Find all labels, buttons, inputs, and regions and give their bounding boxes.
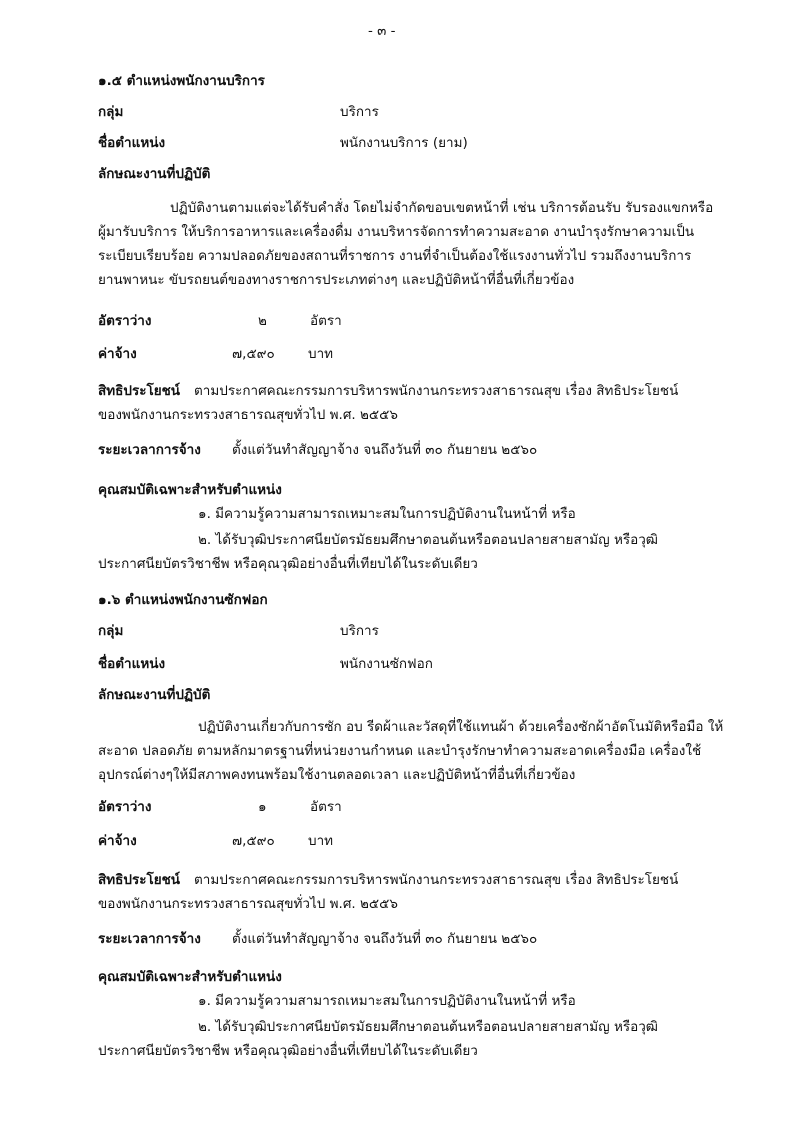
benefits-text: ตามประกาศคณะกรรมการบริหารพนักงานกระทรวงสาธารณสุข เรื่อง สิทธิประโยชน์ bbox=[194, 383, 679, 399]
position-label: ชื่อตำแหน่ง bbox=[98, 656, 166, 672]
period-label: ระยะเวลาการจ้าง bbox=[98, 931, 201, 947]
section-heading: ๑.๖ ตำแหน่งพนักงานซักฟอก bbox=[98, 592, 268, 608]
group-label: กลุ่ม bbox=[98, 623, 124, 639]
period-value: ตั้งแต่วันทำสัญญาจ้าง จนถึงวันที่ ๓๐ กันยายน ๒๕๖๐ bbox=[232, 931, 538, 947]
qualification-item-cont: ประกาศนียบัตรวิชาชีพ หรือคุณวุฒิอย่างอื่นที่เทียบได้ในระดับเดียว bbox=[98, 1043, 478, 1059]
position-value: พนักงานซักฟอก bbox=[340, 656, 433, 672]
qualification-item: ๒. ได้รับวุฒิประกาศนียบัตรมัธยมศึกษาตอนต้นหรือตอนปลายสายสามัญ หรือวุฒิ bbox=[198, 1019, 658, 1035]
qualification-item: ๒. ได้รับวุฒิประกาศนียบัตรมัธยมศึกษาตอนต้นหรือตอนปลายสายสามัญ หรือวุฒิ bbox=[198, 532, 658, 548]
qualifications-label: คุณสมบัติเฉพาะสำหรับตำแหน่ง bbox=[98, 482, 282, 498]
qualification-item: ๑. มีความรู้ความสามารถเหมาะสมในการปฏิบัติงานในหน้าที่ หรือ bbox=[198, 993, 576, 1009]
vacancy-unit: อัตรา bbox=[310, 313, 342, 329]
group-value: บริการ bbox=[340, 104, 379, 120]
period-label: ระยะเวลาการจ้าง bbox=[98, 442, 201, 458]
vacancy-unit: อัตรา bbox=[310, 799, 342, 815]
qualification-item-cont: ประกาศนียบัตรวิชาชีพ หรือคุณวุฒิอย่างอื่นที่เทียบได้ในระดับเดียว bbox=[98, 556, 478, 572]
period-value: ตั้งแต่วันทำสัญญาจ้าง จนถึงวันที่ ๓๐ กันยายน ๒๕๖๐ bbox=[232, 442, 538, 458]
benefits-text: ของพนักงานกระทรวงสาธารณสุขทั่วไป พ.ศ. ๒๕๕๖ bbox=[98, 896, 398, 912]
wage-value: ๗,๕๙๐ bbox=[232, 346, 275, 362]
section-heading: ๑.๕ ตำแหน่งพนักงานบริการ bbox=[98, 73, 265, 89]
position-label: ชื่อตำแหน่ง bbox=[98, 135, 166, 151]
duties-line: ปฏิบัติงานเกี่ยวกับการซัก อบ รีดผ้าและวัสดุที่ใช้แทนผ้า ด้วยเครื่องซักผ้าอัตโนมัติหรือมือ ให้ bbox=[198, 719, 724, 735]
duties-line: ระเบียบเรียบร้อย ความปลอดภัยของสถานที่ราชการ งานที่จำเป็นต้องใช้แรงงานทั่วไป รวมถึงงานบริการ bbox=[98, 248, 692, 264]
wage-value: ๗,๕๙๐ bbox=[232, 833, 275, 849]
group-label: กลุ่ม bbox=[98, 104, 124, 120]
qualification-item: ๑. มีความรู้ความสามารถเหมาะสมในการปฏิบัติงานในหน้าที่ หรือ bbox=[198, 506, 576, 522]
vacancy-label: อัตราว่าง bbox=[98, 799, 152, 815]
wage-unit: บาท bbox=[308, 346, 334, 362]
duties-line: อุปกรณ์ต่างๆให้มีสภาพคงทนพร้อมใช้งานตลอดเวลา และปฏิบัติหน้าที่อื่นที่เกี่ยวข้อง bbox=[98, 767, 576, 783]
duties-line: สะอาด ปลอดภัย ตามหลักมาตรฐานที่หน่วยงานกำหนด และบำรุงรักษาทำความสะอาดเครื่องมือ เครื่องใช้ bbox=[98, 743, 702, 759]
qualifications-label: คุณสมบัติเฉพาะสำหรับตำแหน่ง bbox=[98, 969, 282, 985]
group-value: บริการ bbox=[340, 623, 379, 639]
page-number: - ๓ - bbox=[368, 23, 396, 39]
benefits-text: ของพนักงานกระทรวงสาธารณสุขทั่วไป พ.ศ. ๒๕๕๖ bbox=[98, 407, 398, 423]
wage-label: ค่าจ้าง bbox=[98, 833, 137, 849]
vacancy-value: ๒ bbox=[258, 313, 267, 329]
benefits-label: สิทธิประโยชน์ bbox=[98, 383, 181, 399]
vacancy-label: อัตราว่าง bbox=[98, 313, 152, 329]
duties-line: ผู้มารับบริการ ให้บริการอาหารและเครื่องดื่ม งานบริหารจัดการทำความสะอาด งานบำรุงรักษาความเป็น bbox=[98, 224, 695, 240]
benefits-text: ตามประกาศคณะกรรมการบริหารพนักงานกระทรวงสาธารณสุข เรื่อง สิทธิประโยชน์ bbox=[194, 872, 679, 888]
wage-label: ค่าจ้าง bbox=[98, 346, 137, 362]
duties-line: ปฏิบัติงานตามแต่จะได้รับคำสั่ง โดยไม่จำกัดขอบเขตหน้าที่ เช่น บริการต้อนรับ รับรองแขกหรือ bbox=[170, 200, 714, 216]
duties-label: ลักษณะงานที่ปฏิบัติ bbox=[98, 166, 211, 182]
benefits-label: สิทธิประโยชน์ bbox=[98, 872, 181, 888]
wage-unit: บาท bbox=[308, 833, 334, 849]
duties-label: ลักษณะงานที่ปฏิบัติ bbox=[98, 687, 211, 703]
vacancy-value: ๑ bbox=[258, 799, 267, 815]
position-value: พนักงานบริการ (ยาม) bbox=[340, 135, 468, 151]
duties-line: ยานพาหนะ ขับรถยนต์ของทางราชการประเภทต่างๆ และปฏิบัติหน้าที่อื่นที่เกี่ยวข้อง bbox=[98, 272, 575, 288]
